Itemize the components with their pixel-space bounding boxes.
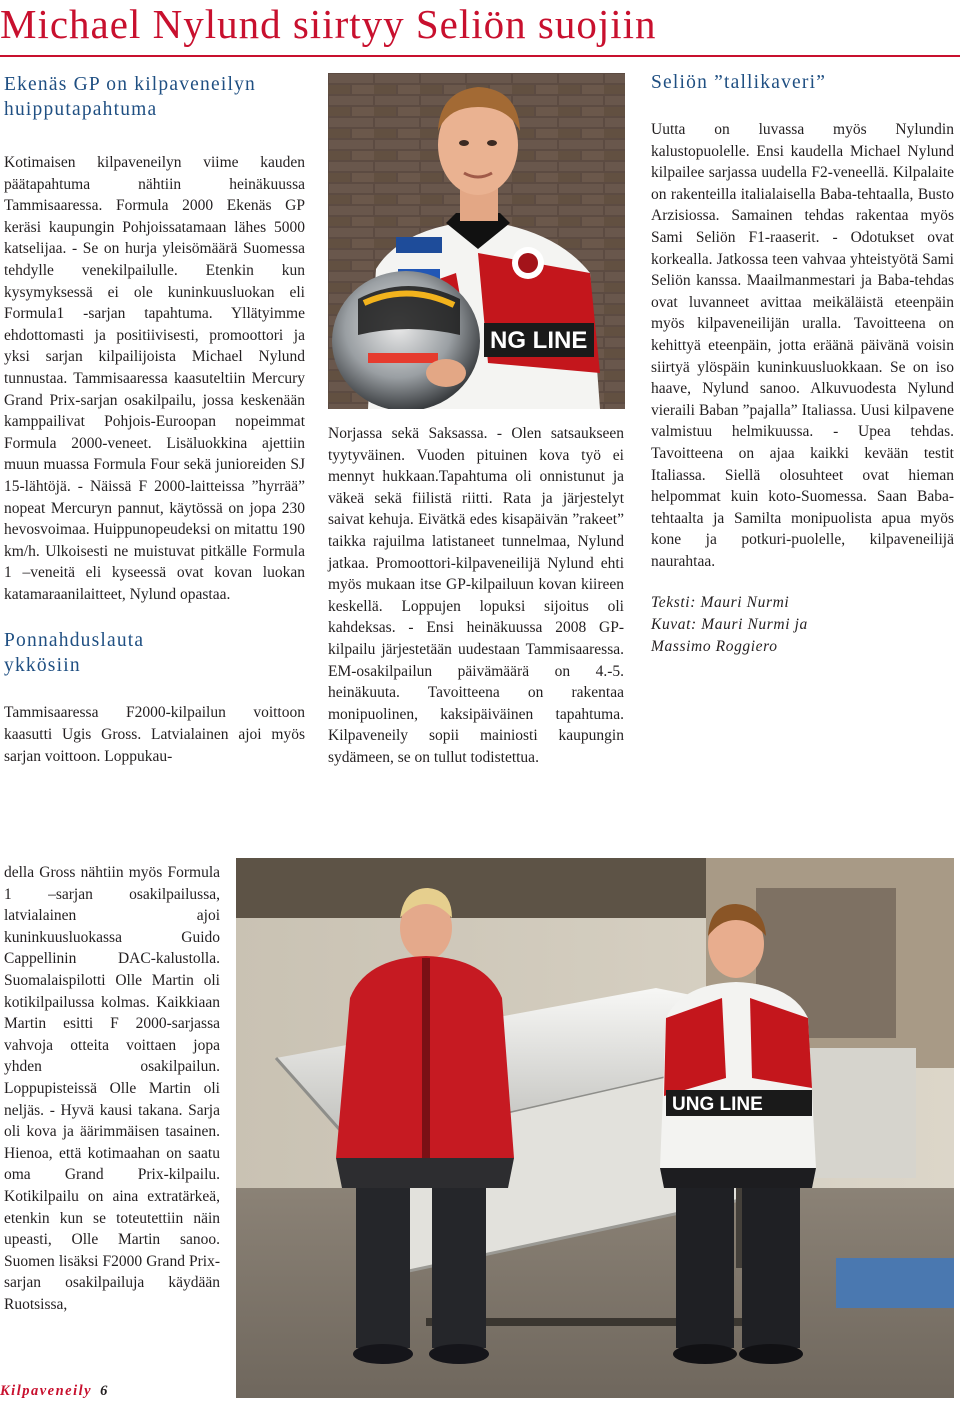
column-left [4, 72, 305, 767]
section-heading-ekenas [4, 72, 305, 122]
driver-portrait-photo [328, 73, 625, 409]
body-paragraph: della Gross nähtiin myös Formula 1 –sarjan osakilpailussa, latvialainen ajoi kuninkuusluokassa Guido Cappellinin DAC-kalustolla. Suomalaispilotti Olle Martin oli kotikilpailussa kolmas. Kaikkiaan Martin esitti F 2000-sarjassa vahvoja otteita voittaen jopa yhden osakilpailun. Loppupisteissä Olle Martin oli neljäs. - Hyvä kausi takana. Sarja oli kova ja äärimmäisen tasainen. Hienoa, että kotimaahan on saatu oma Grand Prix-kilpailu. Kotikilpailu on aina extratärkeä, etenkin kun se toteutettiin näin upeasti, Olle Martin sanoo. Suomen lisäksi F2000 Grand Prix-sarjan osakilpailuja käydään Ruotsissa, [4, 864, 220, 1313]
credit-text-author: Teksti: Mauri Nurmi [651, 594, 790, 612]
heading-line: huipputapahtuma [4, 99, 158, 120]
column-left-narrow [4, 862, 220, 1315]
column-middle [328, 423, 624, 769]
column-right [651, 70, 954, 658]
body-paragraph: Uutta on luvassa myös Nylundin kalustopuolelle. Ensi kaudella Michael Nylund kilpailee sarjassa uudella F2-veneellä. Kilpalaite on rakenteilla italialaisella Baba-tehtaalla, Busto Arzisiossa. Samainen tehdas rakentaa myös Sami Seliön F1-raaserit. - Odotukset ovat korkealla. Jatkossa teen vahvaa yhteistyötä Sami Seliön kanssa. Maailmanmestari ja Baba-tehdas ovat luvanneet avittaa meikäläistä eteenpäin myös kilpaveneilijän uralla. Tavoitteena on kehittyä eteenpäin, jotta eräänä päivänä voisin siirtyä ylöspäin kuninkuusluokkaan. Se on iso haave, Nylund sanoo. Alkuvuodesta Nylund vieraili Baban ”pajalla” Italiassa. Uusi kilpavene valmistuu helmikuussa. - Upea tehdas. Tavoitteena on ajaa kaikki kevään testit Italiassa. Siellä olosuhteet ovat hieman helpommat kuin koto-Suomessa. Saan Baba-tehtaalta ja Samilta monipuolista apua myös kone ja potkuri-puolelle, kilpaveneilijä naurahtaa. [651, 121, 954, 570]
workshop-boat-photo [236, 858, 954, 1398]
heading-line: Ekenäs GP on kilpaveneilyn [4, 74, 256, 95]
photo-credits [651, 592, 954, 658]
page-footer [0, 1383, 109, 1403]
workshop-boat-illustration [236, 858, 954, 1398]
title-underline [0, 55, 960, 57]
driver-portrait-illustration [328, 73, 625, 409]
jersey-sponsor-text: NG LINE [490, 327, 588, 354]
body-paragraph: Tammisaaressa F2000-kilpailun voittoon kaasutti Ugis Gross. Latvialainen ajoi myös sarjan voittoon. Loppukau- [4, 704, 305, 765]
section-heading-ponnahduslauta [4, 628, 305, 678]
section-heading-tallikaveri: Seliön ”tallikaveri” [651, 72, 827, 93]
body-paragraph: Norjassa sekä Saksassa. - Olen satsaukseen tyytyväinen. Vuoden pituinen kova työ ei mennyt hukkaan.Tapahtuma oli onnistunut ja väkeä sekä fiilistä riitti. Rata ja järjestelyt saivat kehuja. Eivätkä edes kisapäivän ”rakeet” taikka rajuilma latistaneet tunnelmaa, Nylund jatkaa. Promoottori-kilpaveneilijä Nylund ehti myös mukaan itse GP-kilpailuun kovan kiireen keskellä. Loppujen lopuksi sijoitus oli kahdeksas. - Ensi heinäkuussa 2008 GP-kilpailu järjestetään uudestaan Tammisaaressa. EM-osakilpailun päivämäärä on 4.-5. heinäkuuta. Tavoitteena on rakentaa monipuolinen, kaksipäiväinen tapahtuma. Kilpaveneily sopii mainiosti kaupungin sydämeen, se on tullut todistettua. [328, 425, 624, 766]
jersey-sponsor-text: UNG LINE [672, 1094, 763, 1115]
credit-photo-authors: Kuvat: Mauri Nurmi ja [651, 616, 808, 634]
heading-line: Ponnahduslauta [4, 630, 145, 652]
article-title: Michael Nylund siirtyy Seliön suojiin [0, 1, 657, 47]
credit-photo-authors-cont: Massimo Roggiero [651, 638, 778, 656]
body-paragraph: Kotimaisen kilpaveneilyn viime kauden päätapahtuma nähtiin heinäkuussa Tammisaaressa. Formula 2000 Ekenäs GP keräsi kaupungin Pohjoissatamaan lähes 5000 katselijaa. - Se on hurja yleisömäärä Suomessa tehdylle venekilpailulle. Etenkin kun kysymyksessä ei ole kuninkuusluokan eli Formula1 -sarjan tapahtuma. Yllätyimme ehdottomasti ja positiivisesti, promoottori ja yksi sarjan kilpailijoista Michael Nylund tunnustaa. Tammisaaressa kaasuteltiin Mercury Grand Prix-sarjan osakilpailu, jossa keskenään kamppailivat Pohjois-Euroopan nopeimmat Formula 2000-veneet. Lisäluokkina ajettiin muun muassa Formula Four sekä junioreiden SJ 15-lähtöjä. - Näissä F 2000-laitteissa ”hyrrää” nopeat Mercuryn pannut, käytössä on jopa 230 hevosvoimaa. Huippunopeudeksi on mitattu 190 km/h. Ulkoisesti ne muistuvat pitkälle Formula 1 –veneitä eli kyseessä ovat kovan luokan katamaraanilaitteet, Nylund opastaa. [4, 154, 305, 603]
page-number: 6 [100, 1383, 109, 1399]
heading-line: ykkösiin [4, 655, 81, 677]
magazine-name: Kilpaveneily [0, 1383, 93, 1399]
